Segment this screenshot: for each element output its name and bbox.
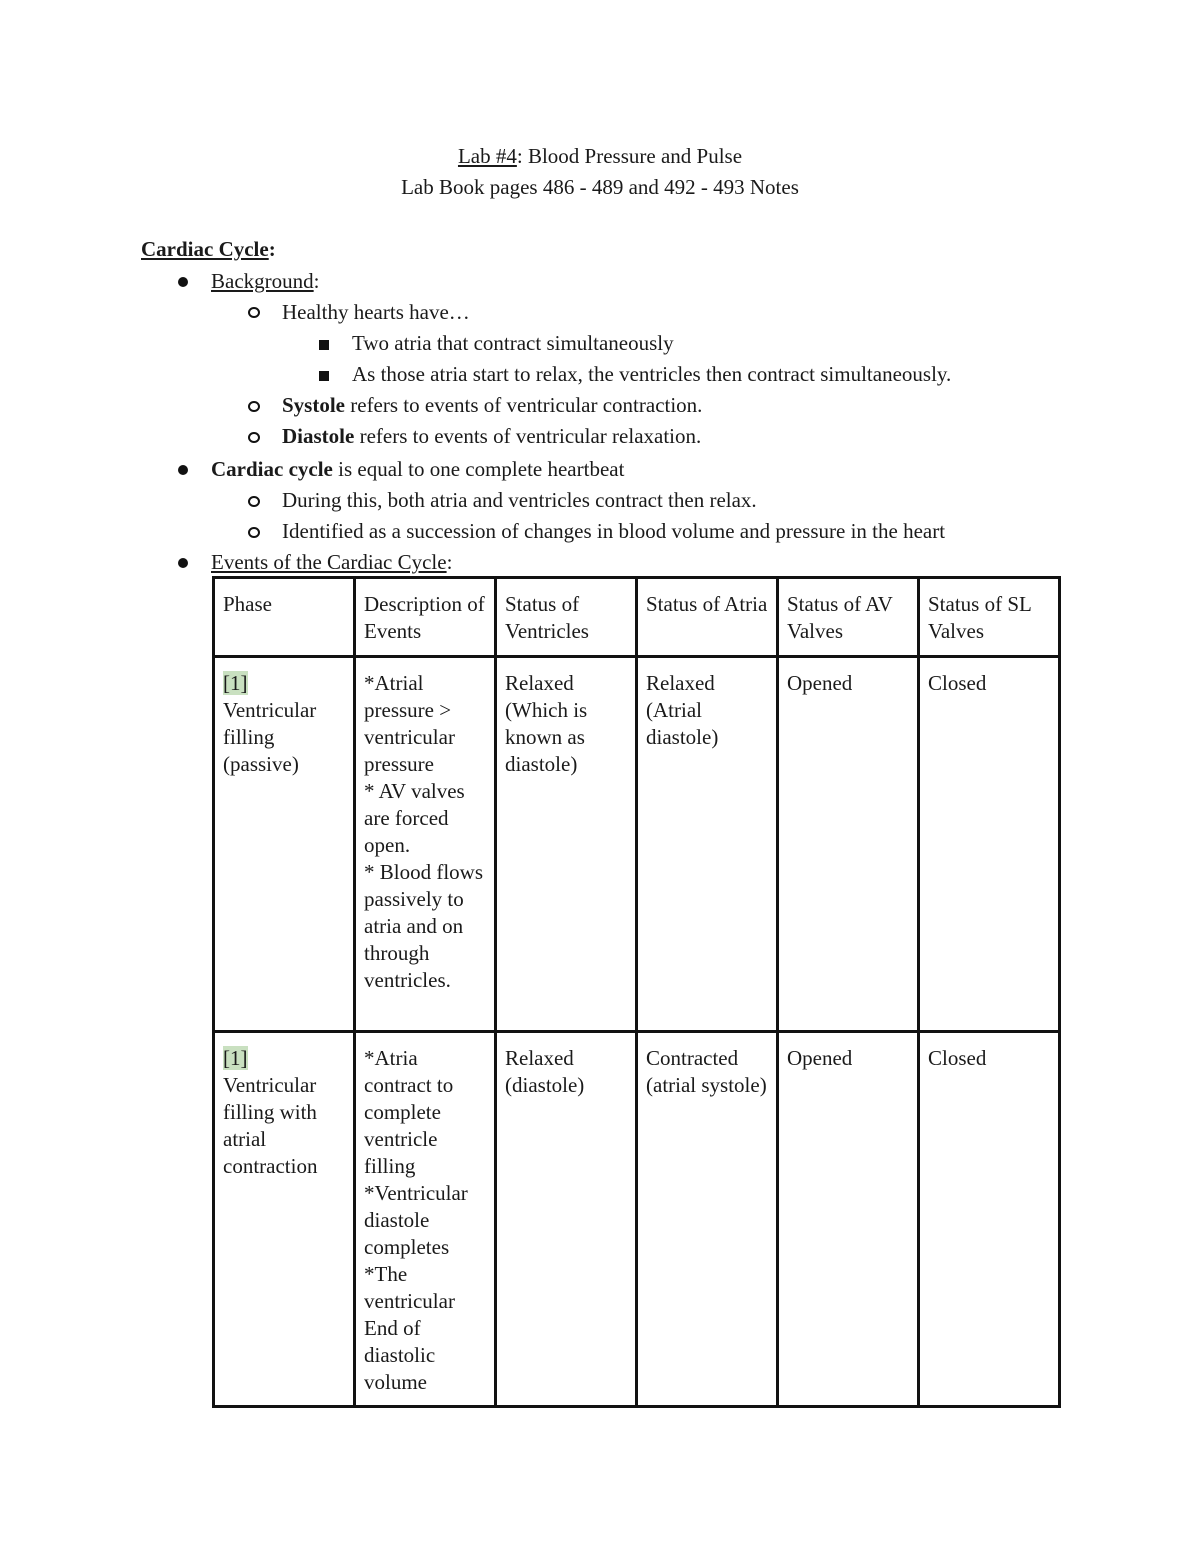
atria-cell: Relaxed (Atrial diastole) <box>637 657 778 1032</box>
outline-events <box>211 549 452 575</box>
document-subtitle: Lab Book pages 486 - 489 and 492 - 493 Notes <box>401 175 799 199</box>
header-cell: Status of Ventricles <box>496 578 637 657</box>
bullet-circle-icon <box>248 432 260 443</box>
bullet-circle-icon <box>248 307 260 318</box>
phase-cell <box>214 657 355 1032</box>
outline-systole <box>282 392 702 418</box>
bullet-circle-icon <box>248 527 260 538</box>
bullet-square-icon <box>319 340 329 350</box>
section-heading-text: Cardiac Cycle <box>141 237 269 261</box>
phase-text: Ventricular filling with atrial contraction <box>223 1073 318 1178</box>
av-valves-cell: Opened <box>778 1032 919 1407</box>
bullet-dot-icon <box>178 558 188 568</box>
bullet-dot-icon <box>178 465 188 475</box>
lab-title: : Blood Pressure and Pulse <box>516 144 743 168</box>
table-header-row <box>214 578 1060 657</box>
bullet-circle-icon <box>248 401 260 412</box>
cardiac-cycle-table <box>212 576 1061 1408</box>
atria-cell: Contracted (atrial systole) <box>637 1032 778 1407</box>
table-row <box>214 1032 1060 1407</box>
phase-tag: [1] <box>223 671 248 695</box>
phase-text: Ventricular filling (passive) <box>223 698 317 776</box>
bullet-dot-icon <box>178 277 188 287</box>
ventricles-cell: Relaxed (diastole) <box>496 1032 637 1407</box>
outline-identified: Identified as a succession of changes in blood volume and pressure in the heart <box>282 519 946 543</box>
description-cell: *Atria contract to complete ventricle filling *Ventricular diastole completes *The ventricular End of diastolic volume <box>355 1032 496 1407</box>
sl-valves-cell: Closed <box>919 1032 1060 1407</box>
table-row <box>214 657 1060 1032</box>
header-cell: Status of SL Valves <box>919 578 1060 657</box>
outline-background <box>211 268 320 294</box>
section-heading-colon: : <box>268 237 276 261</box>
diastole-term: Diastole <box>282 424 355 448</box>
background-colon: : <box>313 269 320 293</box>
phase-tag: [1] <box>223 1046 248 1070</box>
section-heading <box>141 236 276 262</box>
outline-diastole <box>282 423 701 449</box>
lab-number: Lab #4 <box>457 144 517 168</box>
header-cell: Phase <box>214 578 355 657</box>
header-cell: Status of Atria <box>637 578 778 657</box>
bullet-circle-icon <box>248 496 260 507</box>
av-valves-cell: Opened <box>778 657 919 1032</box>
sl-valves-cell: Closed <box>919 657 1060 1032</box>
phase-cell <box>214 1032 355 1407</box>
header-cell: Description of Events <box>355 578 496 657</box>
outline-atria: Two atria that contract simultaneously <box>352 331 674 355</box>
background-label: Background <box>211 269 314 293</box>
bullet-square-icon <box>319 371 329 381</box>
events-label: Events of the Cardiac Cycle <box>211 550 447 574</box>
description-cell: *Atrial pressure > ventricular pressure * AV valves are forced open. * Blood flows passively to atria and on through ventricles. <box>355 657 496 1032</box>
cardiac-cycle-term: Cardiac cycle <box>211 457 333 481</box>
events-colon: : <box>446 550 453 574</box>
ventricles-cell: Relaxed (Which is known as diastole) <box>496 657 637 1032</box>
document-title <box>0 143 1200 169</box>
diastole-definition: refers to events of ventricular relaxation. <box>354 424 702 448</box>
outline-ventricles: As those atria start to relax, the ventricles then contract simultaneously. <box>352 362 952 386</box>
cardiac-cycle-definition: is equal to one complete heartbeat <box>332 457 625 481</box>
header-cell: Status of AV Valves <box>778 578 919 657</box>
outline-during: During this, both atria and ventricles contract then relax. <box>282 488 757 512</box>
systole-definition: refers to events of ventricular contraction. <box>345 393 703 417</box>
outline-healthy: Healthy hearts have… <box>282 300 470 324</box>
outline-cardiac-cycle <box>211 456 624 482</box>
systole-term: Systole <box>282 393 345 417</box>
